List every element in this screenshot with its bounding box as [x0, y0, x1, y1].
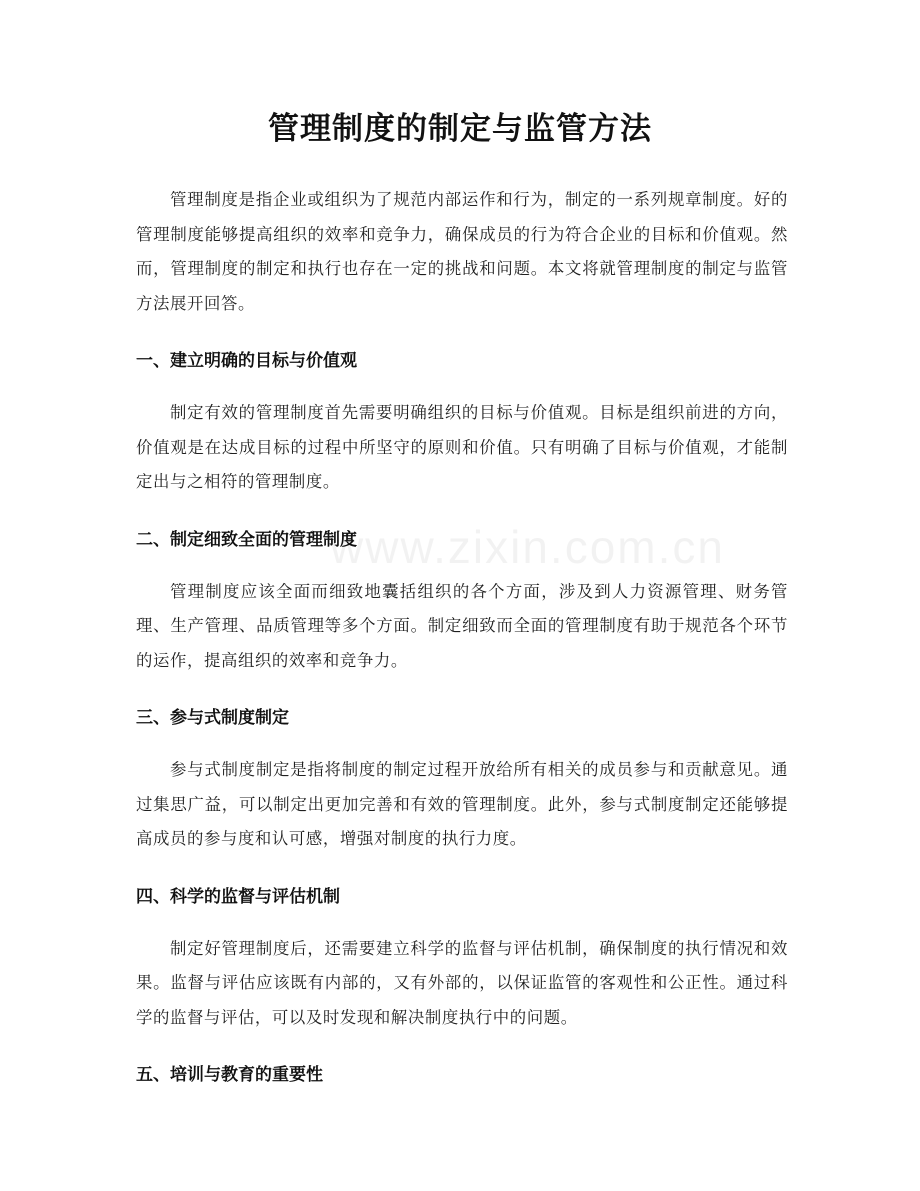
section-heading-1: 一、建立明确的目标与价值观	[136, 351, 357, 371]
section-heading-2: 二、制定细致全面的管理制度	[136, 529, 357, 550]
section-heading-4: 四、科学的监督与评估机制	[136, 886, 340, 907]
watermark-text: www.zixin.com.cn	[330, 521, 725, 573]
section-body-3: 参与式制度制定是指将制度的制定过程开放给所有相关的成员参与和贡献意见。通过集思广益，可以制定出更加完善和有效的管理制度。此外，参与式制度制定还能够提高成员的参与度和认可感，增强对制度的执行力度。	[136, 760, 788, 848]
section-body-1: 制定有效的管理制度首先需要明确组织的目标与价值观。目标是组织前进的方向，价值观是在达成目标的过程中所坚守的原则和价值。只有明确了目标与价值观，才能制定出与之相符的管理制度。	[136, 403, 788, 491]
intro-paragraph: 管理制度是指企业或组织为了规范内部运作和行为，制定的一系列规章制度。好的管理制度能够提高组织的效率和竞争力，确保成员的行为符合企业的目标和价值观。然而，管理制度的制定和执行也存在一定的挑战和问题。本文将就管理制度的制定与监管方法展开回答。	[136, 190, 788, 313]
section-heading-3: 三、参与式制度制定	[136, 708, 289, 728]
section-body-4: 制定好管理制度后，还需要建立科学的监督与评估机制，确保制度的执行情况和效果。监督与评估应该既有内部的，又有外部的，以保证监管的客观性和公正性。通过科学的监督与评估，可以及时发现和解决制度执行中的问题。	[136, 938, 788, 1027]
document-body	[136, 183, 788, 1092]
section-heading-5: 五、培训与教育的重要性	[136, 1065, 323, 1085]
section-body-2: 管理制度应该全面而细致地囊括组织的各个方面，涉及到人力资源管理、财务管理、生产管理、品质管理等多个方面。制定细致而全面的管理制度有助于规范各个环节的运作，提高组织的效率和竞争力。	[136, 581, 788, 670]
page-title: 管理制度的制定与监管方法	[268, 111, 652, 147]
